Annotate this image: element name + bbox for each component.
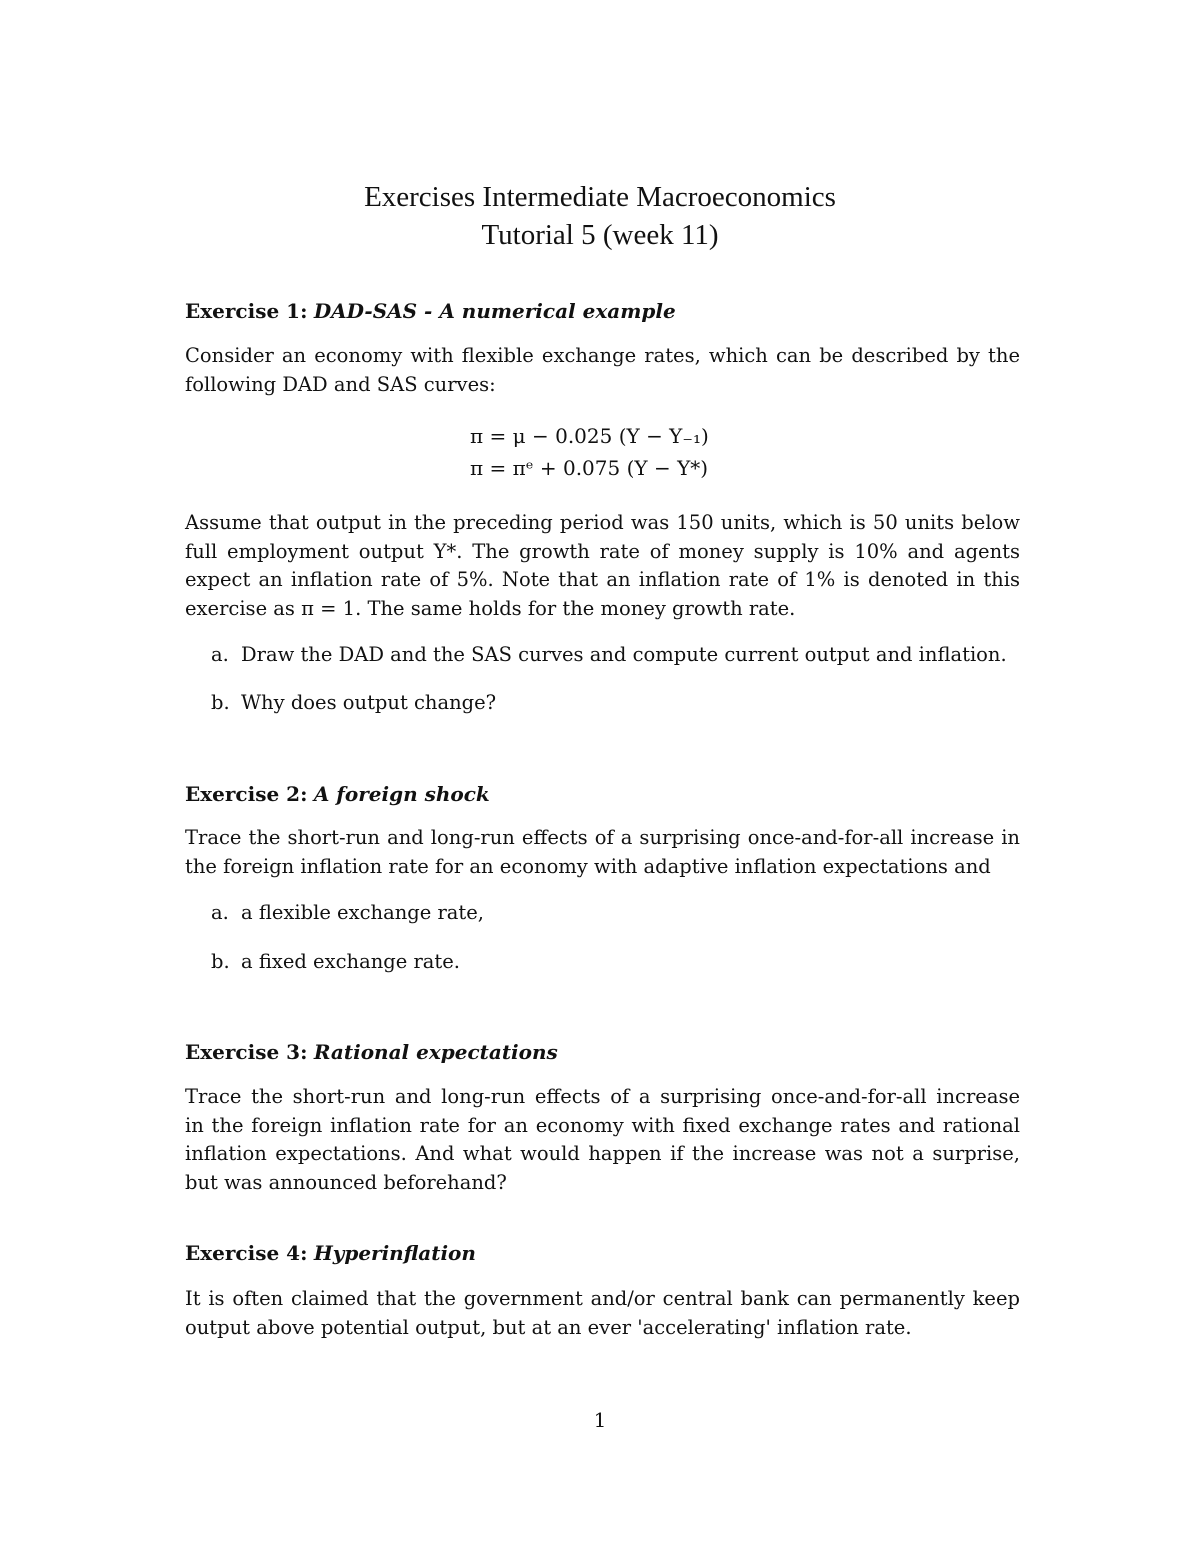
exercise-3-body-line: Trace the short-run and long-run effects of a surprising once-and-for-all increase [185,1085,1020,1108]
exercise-1-intro [185,342,1020,399]
exercise-2-body-line: the foreign inflation rate for an economy with adaptive inflation expectations and [185,854,991,878]
exercise-1-intro-line: following DAD and SAS curves: [185,372,496,396]
document-title: Exercises Intermediate Macroeconomics [364,181,836,213]
exercise-2-body [185,824,1020,881]
exercise-1-label: Exercise 1: [185,299,308,323]
item-text: a flexible exchange rate, [241,901,485,924]
exercise-1-body-line: exercise as π = 1. The same holds for the money growth rate. [185,596,796,620]
item-text: a fixed exchange rate. [241,950,460,973]
exercise-4-body-line: It is often claimed that the government and/or central bank can permanently keep [185,1287,1020,1310]
item-label: b. [211,691,230,714]
exercise-4-topic: Hyperinflation [313,1241,476,1265]
exercise-1-body-line: expect an inflation rate of 5%. Note that an inflation rate of 1% is denoted in this [185,568,1020,591]
exercise-1-topic: DAD-SAS - A numerical example [313,299,676,323]
exercise-3-body-line: but was announced beforehand? [185,1170,507,1194]
exercise-4-heading [185,1241,476,1265]
exercise-3-body [185,1083,1020,1197]
exercise-1-intro-line: Consider an economy with flexible exchange rates, which can be described by the [185,344,1020,367]
exercise-3-topic: Rational expectations [313,1040,558,1064]
exercise-2-heading [185,782,490,806]
exercise-2-item-a [211,901,484,924]
item-label: a. [211,901,229,924]
exercise-1-item-a [211,643,1007,666]
exercise-3-heading [185,1040,558,1064]
exercise-4-body-line: output above potential output, but at an ever 'accelerating' inflation rate. [185,1315,912,1339]
exercise-4-body [185,1285,1020,1342]
item-text: Draw the DAD and the SAS curves and compute current output and inflation. [241,643,1007,666]
exercise-1-body [185,509,1020,623]
page-number: 1 [593,1408,607,1432]
sas-equation: π = πᵉ + 0.075 (Y − Y*) [470,456,709,480]
exercise-3-body-line: inflation expectations. And what would happen if the increase was not a surprise, [185,1142,1020,1165]
item-label: b. [211,950,230,973]
document-subtitle: Tutorial 5 (week 11) [481,219,719,251]
item-label: a. [211,643,229,666]
exercise-2-topic: A foreign shock [313,782,490,806]
exercise-2-body-line: Trace the short-run and long-run effects of a surprising once-and-for-all increase in [185,826,1020,849]
exercise-1-body-line: full employment output Y*. The growth rate of money supply is 10% and agents [185,539,1020,563]
exercise-1-item-b [211,691,496,714]
item-text: Why does output change? [241,691,497,714]
exercise-1-body-line: Assume that output in the preceding period was 150 units, which is 50 units below [185,511,1020,534]
exercise-3-label: Exercise 3: [185,1040,308,1064]
exercise-2-label: Exercise 2: [185,782,308,806]
exercise-1-heading [185,299,676,323]
exercise-4-label: Exercise 4: [185,1241,308,1265]
exercise-2-item-b [211,950,460,973]
exercise-3-body-line: in the foreign inflation rate for an economy with fixed exchange rates and rational [185,1113,1020,1137]
dad-equation: π = μ − 0.025 (Y − Y₋₁) [470,424,709,448]
